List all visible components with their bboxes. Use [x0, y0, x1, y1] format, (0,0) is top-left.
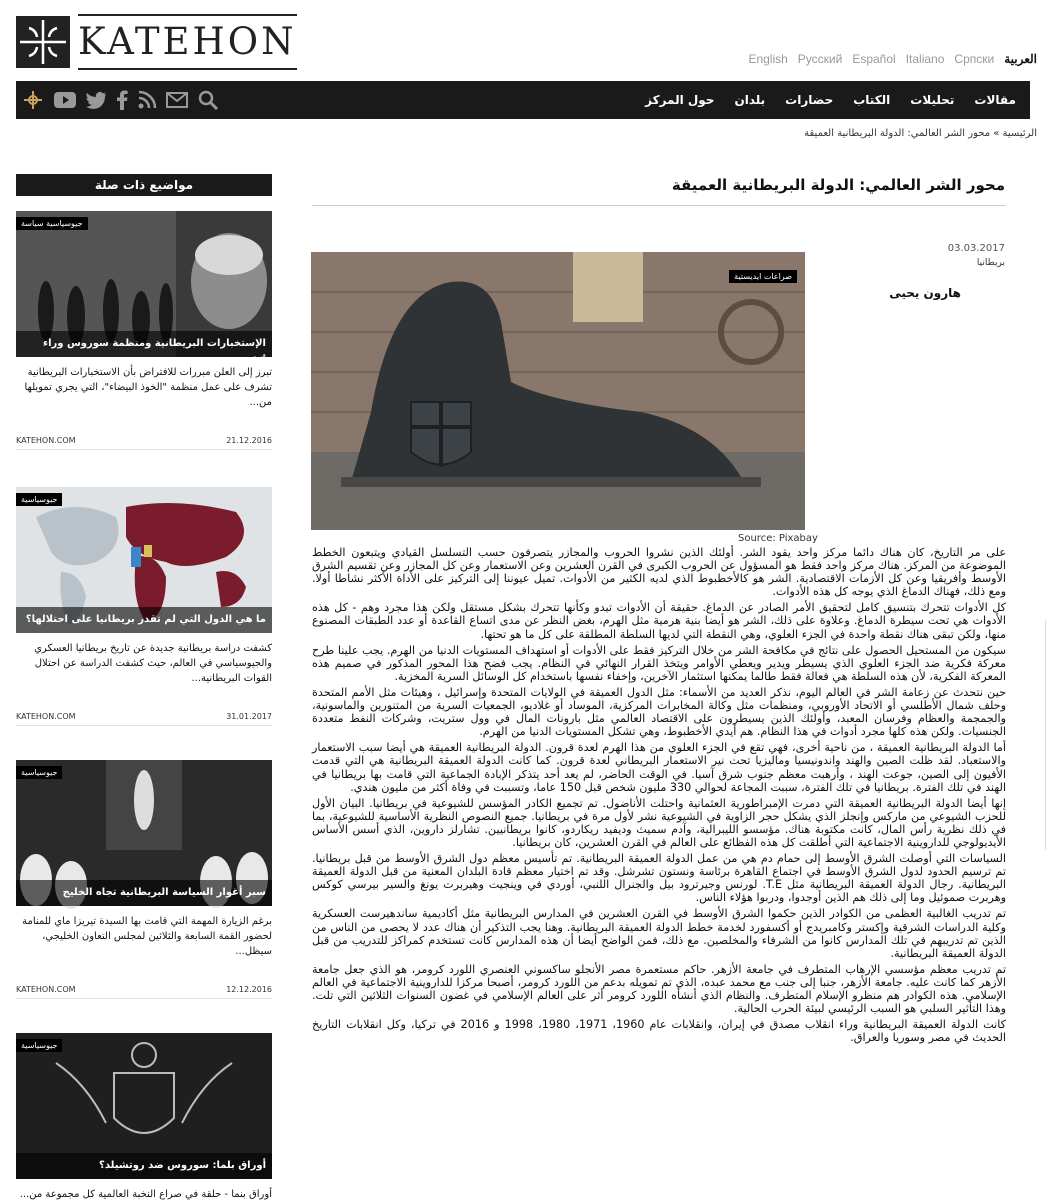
- article-author[interactable]: هارون يحيى: [889, 286, 961, 300]
- nav-item-countries[interactable]: بلدان: [734, 93, 766, 107]
- related-topics-heading: مواضيع ذات صلة: [16, 174, 272, 196]
- related-card[interactable]: [16, 1033, 272, 1203]
- article-paragraph: كانت الدولة العميقة البريطانية وراء انقلاب مصدق في إيران، وانقلابات عام 1960، 1971، 1980، 1998 و 2016 في تركيا، وكل انقلابات التاريخ الحديث في مصر وسوريا والعراق.: [312, 1018, 1007, 1045]
- source-label: KATEHON.COM: [16, 436, 76, 445]
- date-label: 21.12.2016: [226, 436, 272, 445]
- lang-english[interactable]: English: [748, 52, 788, 66]
- rss-icon[interactable]: [138, 91, 156, 109]
- category-tag[interactable]: جيوسياسية: [16, 1039, 62, 1052]
- article-photo: [311, 252, 805, 530]
- date-label: 12.12.2016: [226, 985, 272, 994]
- related-card-image[interactable]: [16, 1033, 272, 1179]
- nav-item-analysis[interactable]: تحليلات: [910, 93, 955, 107]
- article-paragraph: السياسات التي أوصلت الشرق الأوسط إلى حمام دم هي من عمل الدولة العميقة البريطانية. تم تأسيس معظم دول الشرق الأوسط من قبل بريطانيا. تم ترسيم الحدود لدول الشرق الأوسط في اجتماع القاهرة برئاسة ونستون تشرشل. وقد تم اختيار معظم قادة البلدان المعنية من قبل الدولة العميقة البريطانية. رجال الدولة العميقة البريطانية مثل T.E. لورنس وجيرترود بيل والجنرال اللنبي، أوردي في وينجيت وهيربرت يونغ والسير بيرسي كوكس وهربرت صموئيل وما إلى ذلك هم الذين أوجدوا، ودربوا هؤلاء الناس.: [312, 852, 1006, 905]
- article-paragraph: سيكون من المستحيل الحصول على نتائج في مكافحة الشر من خلال التركيز فقط على الأدوات أو استهداف المستويات الدنيا من الهرم. يجب علينا طرح معركة فكرية ضد الجزء العلوي الذي يسيطر ويدير ويعطي الأوامر ويتخذ القرار النهائي في النظام. يجب فضح هذا المحور المذكور في صميم هذه المعركة الفكرية، لأن هذه السلطة هي فعالة فقط طالما يمكنها استثمار الآخرين، وإخفاء نفسها باستخدام كل الوسائل السرية المخزية.: [312, 643, 1006, 683]
- nav-item-about[interactable]: حول المركز: [645, 93, 715, 107]
- source-label: KATEHON.COM: [16, 985, 76, 994]
- site-logo[interactable]: [16, 16, 297, 68]
- title-divider: [312, 205, 1006, 206]
- category-tag[interactable]: جيوسياسية: [16, 493, 62, 506]
- related-card-title[interactable]: سبر أغوار السياسة البريطانية تجاه الخليج: [16, 880, 272, 906]
- related-card[interactable]: [16, 211, 272, 450]
- related-card-image[interactable]: [16, 487, 272, 633]
- mail-icon[interactable]: [166, 92, 188, 108]
- article-paragraph: تم تدريب الغالبية العظمى من الكوادر الذين حكموا الشرق الأوسط في القرن العشرين في المدارس البريطانية مثل أكاديمية ساندهيرست العسكرية وكلية الدراسات الشرقية وإكستر وكامبريدج أو أكسفورد لخدمة خطط الدولة العميقة البريطانية. وهنا يجب التذكير أن هناك عدد لا يحصى من الناس من الذين تم تدريبهم في تلك المدارس كانوا من الشرفاء والمخلصين. مع ذلك، فمن الواضح أيضا أن هذه المدارس كانت تستخدم كمراكز للتدريب من قبل الدولة العميقة البريطانية.: [312, 907, 1006, 960]
- category-tag[interactable]: جيوسياسية سياسة: [16, 217, 88, 230]
- article-title: محور الشر العالمي: الدولة البريطانية العميقة: [671, 176, 1005, 194]
- photo-category-tag[interactable]: صراعات ايديستية: [729, 270, 797, 283]
- nav-item-authors[interactable]: الكتاب: [853, 93, 891, 107]
- language-switcher: [748, 52, 1037, 66]
- article-paragraph: على مر التاريخ، كان هناك دائما مركز واحد يقود الشر. أولئك الذين نشروا الحروب والمجازر يتصرفون حسب التسلسل القيادي ويتبعون الخطط الموضوعة من المركز. هناك مركز واحد فقط هو المسؤول عن الحروب الكبرى في القرن العشرين وعن الاستعمار وعن كل المجازر وعن تقسيم الشرق الأوسط وأفريقيا وعن كل الأزمات الاقتصادية. الشر هو كالأخطبوط الذي لديه الكثير من الأدوات. تميل عيوننا إلى التركيز على الأداة الأكثر نشاطا أولا. ومع ذلك، فهناك الدماغ الذي يوجه كل هذه الأدوات.: [312, 546, 1006, 599]
- article-paragraph: تم تدريب معظم مؤسسي الإرهاب المتطرف في جامعة الأزهر. حاكم مستعمرة مصر الأنجلو ساكسوني العنصري اللورد كرومر، هو الذي جعل جامعة الأزهر كما كانت عليه. جامعة الأزهر، جنبا إلى جنب مع محمد عبده، الذي تم تمويله بدعم من اللورد كرومر، أصبحا مركزا للداروينية الاجتماعية في العالم الإسلامي. هذه الكوادر هم منظرو الإسلام المتطرف. والنظام الذي أنشأه اللورد كرومر أثر على العالم الإسلامي في غضون السنوات الثلاثين التي تلت. وهذا التأثير السلبي هو السبب الرئيسي لبيئة الحرب الحالية.: [312, 962, 1006, 1016]
- related-card-title[interactable]: ما هي الدول التي لم تقدر بريطانيا على احتلالها؟: [16, 607, 272, 633]
- twitter-icon[interactable]: [86, 92, 106, 108]
- search-icon[interactable]: [198, 90, 218, 110]
- related-card-excerpt: كشفت دراسة بريطانية جديدة عن تاريخ بريطانيا العسكري والجيوسياسي في العالم، حيث كشفت الدراسة عن احتلال القوات البريطانية...: [34, 643, 272, 684]
- lang-serbian[interactable]: Српски: [954, 52, 995, 66]
- article-paragraph: إنها أيضا الدولة البريطانية العميقة التي دمرت الإمبراطورية العثمانية واحتلت الأناضول. تم تجميع الكادر المؤسس للشيوعية في بريطانيا. البيان الأول للحزب الشيوعي من ماركس وإنجلز الذي يشكل حجر الزاوية في الشيوعية نشر لأول مرة في بريطانيا. جميع النصوص النظرية الأساسية للشيوعية، بما في ذلك نظرية رأس المال، كانت مكتوبة هناك. مؤسسو الليبرالية، وآدم سميث وديفيد ريكاردو، كانوا بريطانيين. تشارلز داروين، الذي أسس الأساس الأيديولوجي للداروينية الاجتماعية التي أطلقت كل هذه الفظائع على العالم في القرن العشرين، كان بريطانيا.: [312, 796, 1006, 849]
- site-logo-text: KATEHON: [78, 14, 297, 70]
- photo-source: Source: Pixabay: [738, 533, 818, 544]
- related-card-image[interactable]: [16, 211, 272, 367]
- lang-arabic[interactable]: العربية: [1004, 52, 1037, 66]
- related-card-excerpt: تبرز إلى العلن مبررات للافتراض بأن الاستخبارات البريطانية تشرف على عمل منظمة "الخوذ البيضاء"، التي يجري تمويلها من...: [24, 367, 272, 408]
- article-date: 03.03.2017: [947, 243, 1005, 254]
- source-label: KATEHON.COM: [16, 712, 76, 721]
- nav-item-articles[interactable]: مقالات: [974, 93, 1016, 107]
- related-card-image[interactable]: [16, 760, 272, 906]
- related-card-excerpt: برغم الزيارة المهمة التي قامت بها السيدة تيريزا ماي للمنامة لحضور القمة السابعة والثلاثين لمجلس التعاون الخليجي، سيظل...: [22, 916, 272, 957]
- article-country-tag[interactable]: بريطانيا: [976, 258, 1005, 268]
- katehon-emblem-icon: [16, 16, 70, 68]
- nav-item-civilizations[interactable]: حضارات: [785, 93, 834, 107]
- katehon-logo-icon[interactable]: [22, 89, 44, 111]
- category-tag[interactable]: جيوسياسية: [16, 766, 62, 779]
- scroll-divider: [1045, 620, 1046, 850]
- article-paragraph: أما الدولة البريطانية العميقة ، من ناحية أخرى، فهي تقع في الجزء العلوي من هذا الهرم لعدة قرون. الدولة البريطانية العميقة هي أيضا سبب الاستعمار والاستعباد. لقد ظلت الصين والهند واندونيسيا وماليزيا تحت نير الاستعمار البريطاني لعدة قرون. كما كانت الدولة العميقة البريطانية هي التي قدمت الأفيون إلى الصين، جوعت الهند ، وأرهبت معظم جنوب شرق آسيا. في الوقت الحاضر، لم يعد أحد يتذكر الإبادة الجماعية التي قامت بها بريطانيا في الهند في تلك الفترة. بريطانيا في تلك الفترة، سببت المجاعة لحوالي 330 مليون شخص قبل 150 عاما، وتسببت في وفاة أكثر من مليون هندي.: [312, 741, 1006, 794]
- article-paragraph: حين نتحدث عن زعامة الشر في العالم اليوم، نذكر العديد من الأسماء: مثل الدول العميقة في الولايات المتحدة وإسرائيل ، وهيئات مثل الأمم المتحدة وحلف شمال الأطلسي أو الاتحاد الأوروبي، ومنظمات مثل وكالة المخابرات المركزية، الموساد أو غلاديو، الجمعيات السرية من المتنورين والماسونية، والجمجمة والعظام وفرسان المعبد، وأولئك الذين يسيطرون على الاقتصاد العالمي مثل بارونات المال في وول ستريت، وشركات النفط متعددة الجنسيات. ولكن هذه كلها مجرد أدوات في هذا النظام. هم أيدي الأخطبوط، وهي تشكل المستويات الدنيا من الهرم.: [312, 685, 1006, 739]
- facebook-icon[interactable]: [116, 90, 128, 110]
- article-body: [312, 546, 1006, 1047]
- youtube-icon[interactable]: [54, 92, 76, 108]
- related-card-title[interactable]: الإستخبارات البريطانية ومنظمة سوروس وراء أكاذيب...: [16, 331, 272, 357]
- main-navbar: [16, 81, 1030, 119]
- related-card-meta: [16, 436, 272, 450]
- related-card-excerpt: أوراق بنما - حلقة في صراع النخبة العالمية كل مجموعة من...: [19, 1189, 272, 1200]
- related-card-meta: [16, 985, 272, 999]
- lang-russian[interactable]: Русский: [797, 52, 843, 66]
- related-card[interactable]: [16, 760, 272, 999]
- date-label: 31.01.2017: [226, 712, 272, 721]
- main-menu: [645, 81, 1016, 119]
- related-card-meta: [16, 712, 272, 726]
- lang-italian[interactable]: Italiano: [905, 52, 945, 66]
- lang-spanish[interactable]: Español: [852, 52, 896, 66]
- related-card[interactable]: [16, 487, 272, 726]
- article-paragraph: كل الأدوات تتحرك بتنسيق كامل لتحقيق الأمر الصادر عن الدماغ. حقيقة أن الأدوات تبدو وكأنها تتحرك بشكل مستقل ولكن هذا مجرد وهم - كل هذه الأدوات هي تحت سيطرة الدماغ. وعلاوة على ذلك، الشر هو أيضا بنية هرمية مثل الهرم، بغض النظر عن مدى اتساع القاعدة أو عدد الطبقات المصنوع منها، ولكن تبقى هناك نقطة واحدة في الجزء العلوي، وهي النقطة التي لديها السلطة المطلقة على كل ما هو تحتها.: [312, 601, 1006, 641]
- breadcrumb[interactable]: الرئيسية » محور الشر العالمي: الدولة البريطانية العميقة: [804, 128, 1037, 139]
- related-card-title[interactable]: أوراق بلما: سوروس ضد روتشيلد؟: [16, 1153, 272, 1179]
